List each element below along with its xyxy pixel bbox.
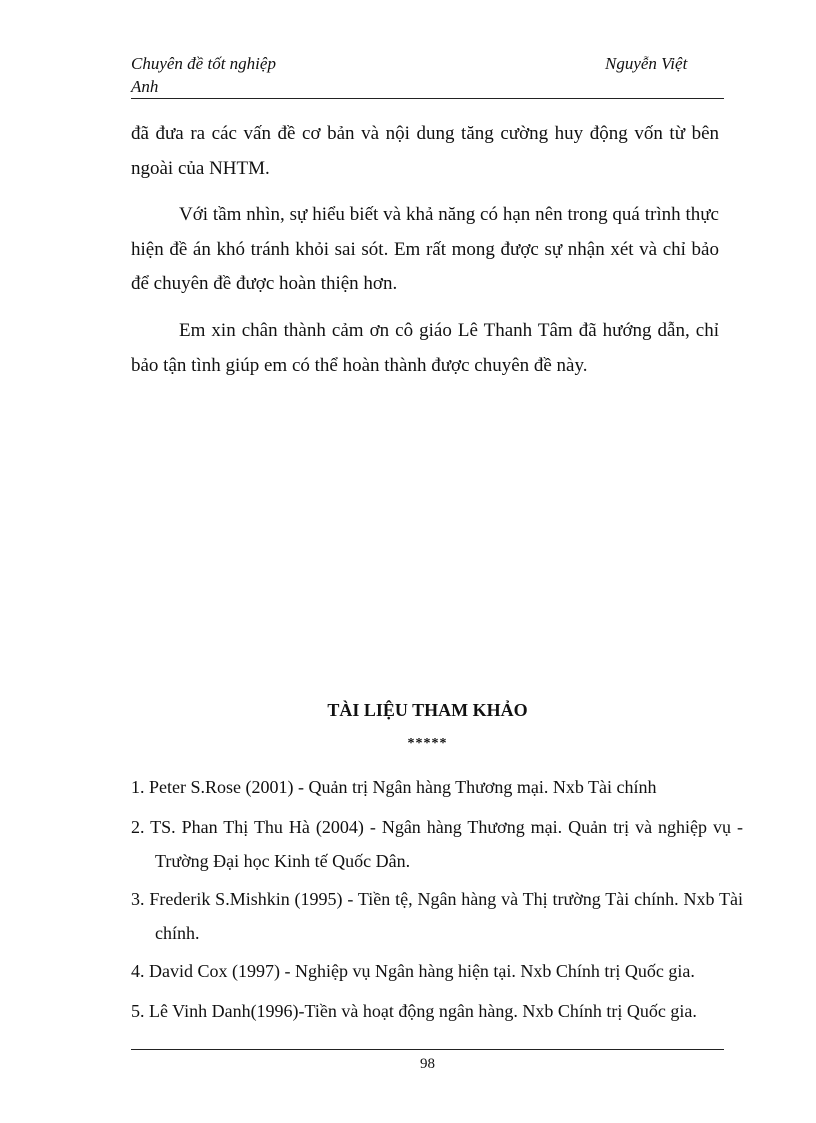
reference-item: 5. Lê Vinh Danh(1996)-Tiền và hoạt động ngân hàng. Nxb Chính trị Quốc gia. bbox=[131, 1001, 697, 1021]
references-heading: TÀI LIỆU THAM KHẢO bbox=[327, 700, 528, 720]
page-header bbox=[131, 50, 724, 99]
reference-item: 2. TS. Phan Thị Thu Hà (2004) - Ngân hàng Thương mại. Quản trị và nghiệp vụ - Trường Đại học Kinh tế Quốc Dân. bbox=[131, 817, 743, 871]
page-number: 98 bbox=[420, 1056, 435, 1072]
body-paragraph-2: Với tầm nhìn, sự hiểu biết và khả năng có hạn nên trong quá trình thực hiện đề án khó tránh khỏi sai sót. Em rất mong được sự nhận xét và chỉ bảo để chuyên đề được hoàn thiện hơn. bbox=[131, 204, 719, 294]
reference-item: 4. David Cox (1997) - Nghiệp vụ Ngân hàng hiện tại. Nxb Chính trị Quốc gia. bbox=[131, 961, 695, 981]
header-author-surname-wrap: Anh bbox=[131, 77, 159, 96]
reference-item: 1. Peter S.Rose (2001) - Quản trị Ngân hàng Thương mại. Nxb Tài chính bbox=[131, 777, 657, 797]
footer-divider bbox=[131, 1049, 724, 1050]
reference-item: 3. Frederik S.Mishkin (1995) - Tiền tệ, Ngân hàng và Thị trường Tài chính. Nxb Tài chính. bbox=[131, 889, 743, 943]
references-separator: ***** bbox=[407, 736, 448, 751]
body-paragraph-3: Em xin chân thành cảm ơn cô giáo Lê Thanh Tâm đã hướng dẫn, chỉ bảo tận tình giúp em có thể hoàn thành được chuyên đề này. bbox=[131, 320, 719, 376]
header-author-name: Nguyễn Việt bbox=[605, 54, 688, 73]
header-document-title: Chuyên đề tốt nghiệp bbox=[131, 54, 276, 73]
body-paragraph-1: đã đưa ra các vấn đề cơ bản và nội dung tăng cường huy động vốn từ bên ngoài của NHTM. bbox=[131, 123, 719, 179]
